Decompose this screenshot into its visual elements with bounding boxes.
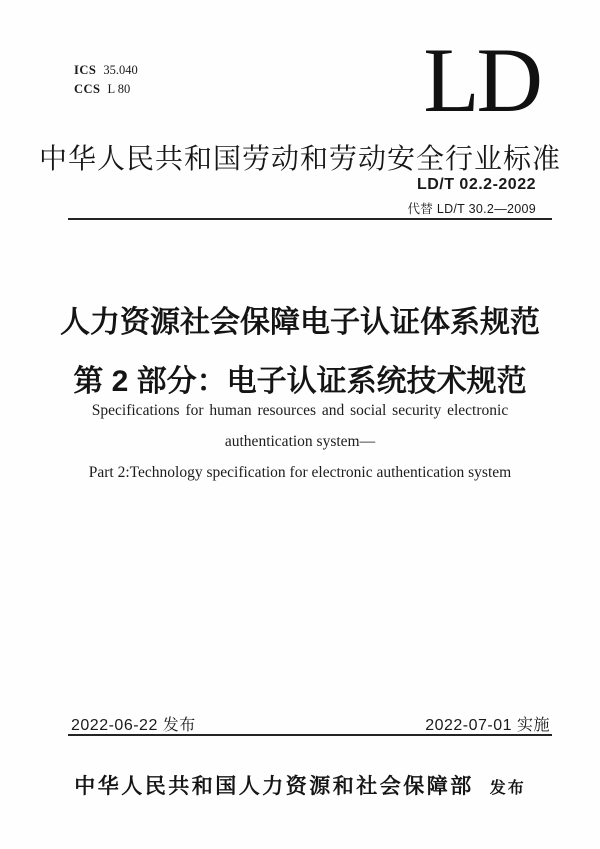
chinese-title-line1: 人力资源社会保障电子认证体系规范 (60, 306, 540, 339)
ics-label: ICS (74, 63, 97, 77)
ld-logo: LD (423, 29, 540, 131)
issue-date: 2022-06-22 发布 (71, 717, 196, 734)
ics-value: 35.040 (103, 63, 138, 77)
publisher-row (0, 770, 600, 800)
date-row (71, 712, 550, 735)
english-title (0, 395, 600, 488)
bottom-rule (68, 734, 552, 736)
ccs-label: CCS (74, 82, 101, 96)
standard-number: LD/T 02.2-2022 (416, 176, 536, 193)
implement-date: 2022-07-01 实施 (425, 717, 550, 734)
english-title-line2: authentication system— (224, 433, 376, 450)
ccs-code-row (74, 80, 138, 99)
chinese-title-line2: 第 2 部分：电子认证系统技术规范 (73, 365, 527, 398)
classification-codes (74, 61, 138, 99)
english-title-line1: Specifications for human resources and social security electronic (91, 402, 509, 419)
english-title-line3: Part 2:Technology specification for electronic authentication system (88, 464, 512, 481)
standard-number-block (407, 176, 536, 217)
top-rule (68, 218, 552, 220)
standard-type-heading: 中华人民共和国劳动和劳动安全行业标准 (38, 143, 561, 174)
replaced-standard: 代替 LD/T 30.2—2009 (407, 202, 536, 216)
publish-label: 发布 (489, 780, 526, 797)
publisher-name: 中华人民共和国人力资源和社会保障部 (74, 774, 474, 798)
ccs-value: L 80 (107, 82, 131, 96)
ics-code-row (74, 61, 138, 80)
chinese-title (0, 297, 600, 400)
